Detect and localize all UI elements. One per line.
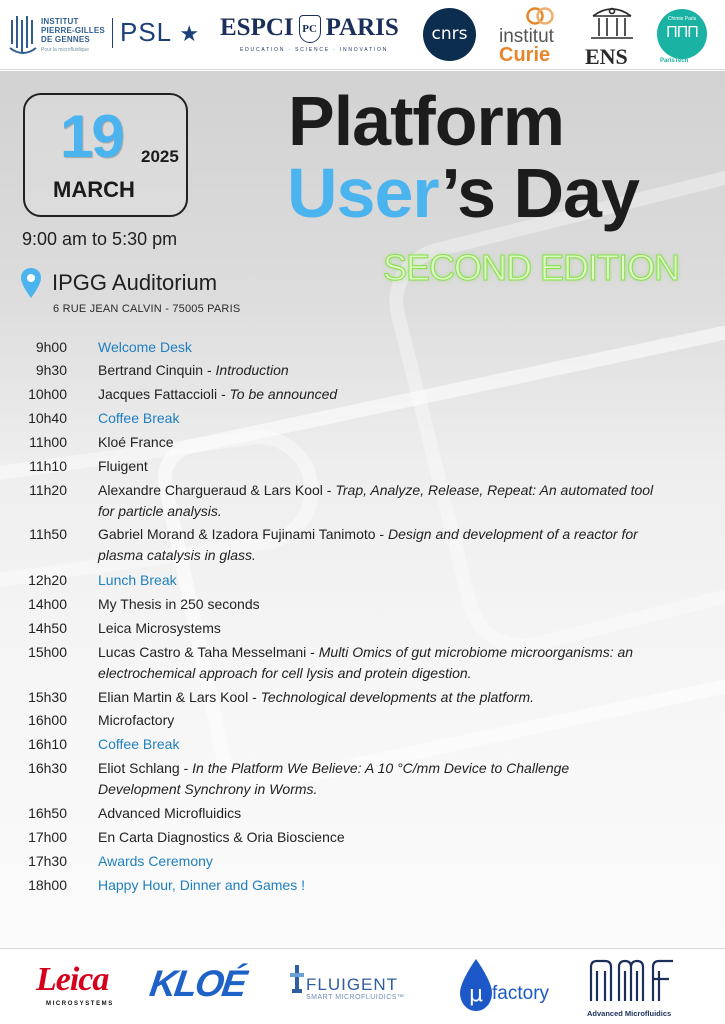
schedule-time: 17h30 [28, 853, 67, 869]
curie-name-text: Curie [499, 44, 551, 66]
schedule-talk-title: In the Platform We Believe: A 10 °C/mm Device to Challenge Development Synchrony in Worms. [98, 760, 570, 797]
schedule-time: 16h00 [28, 712, 67, 728]
event-day: 19 [60, 103, 123, 170]
kloe-logo: KLOÉ [147, 963, 248, 1004]
partner-logo-bar [0, 0, 725, 70]
schedule-speaker: Kloé France [98, 434, 174, 450]
chimie-paris-logo [657, 9, 707, 59]
schedule-separator: - [306, 644, 319, 660]
chimie-paristech-text: ParisTech [660, 58, 689, 64]
ipgg-emblem-icon [8, 14, 38, 56]
schedule-separator: - [248, 689, 261, 705]
ens-logo [583, 4, 639, 69]
title-accent-word: User [287, 154, 442, 232]
ipgg-name-line3: DE GENNES [41, 35, 90, 44]
schedule-time: 14h00 [28, 596, 67, 612]
schedule-talk-title: Multi Omics of gut microbiome microorganisms: an electrochemical approach for cell lysis and protein digestion. [98, 644, 634, 681]
ens-building-icon [589, 4, 635, 40]
curie-institut-text: institut [499, 26, 554, 47]
microfactory-logo [456, 957, 552, 1017]
schedule-time: 9h00 [35, 339, 67, 355]
fluigent-logo [290, 963, 420, 1009]
schedule-separator: - [322, 482, 336, 498]
edition-label: SECOND EDITION [383, 247, 680, 288]
sponsor-logo-bar [0, 948, 725, 1024]
leica-logo [36, 961, 131, 1013]
cnrs-logo: cnrs [423, 8, 476, 61]
title-rest: ’s Day [441, 154, 639, 232]
schedule-speaker: Elian Martin & Lars Kool [98, 689, 249, 705]
psl-text: PSL [120, 17, 172, 47]
event-title-line1: Platform [288, 82, 564, 160]
schedule-time: 16h10 [28, 736, 67, 752]
event-month: MARCH [53, 177, 135, 202]
espci-crest-icon: PC [299, 15, 321, 43]
paris-text: PARIS [325, 14, 399, 41]
schedule-time: 14h50 [28, 620, 67, 636]
schedule-time: 11h10 [29, 458, 67, 474]
schedule-time: 10h40 [28, 410, 67, 426]
fluigent-subtitle: SMART MICROFLUIDICS™ [306, 994, 405, 1001]
schedule-speaker: Fluigent [98, 458, 148, 474]
schedule-time: 16h50 [28, 805, 67, 821]
schedule-speaker: Leica Microsystems [98, 620, 221, 636]
schedule-time: 18h00 [28, 877, 67, 893]
schedule-time: 15h30 [28, 689, 67, 705]
schedule-time: 15h00 [28, 644, 67, 660]
schedule-time: 11h50 [29, 526, 67, 542]
schedule-speaker: Jacques Fattaccioli [98, 386, 218, 402]
schedule-time: 11h20 [29, 482, 67, 498]
schedule-talk-title: To be announced [229, 386, 338, 402]
schedule-speaker: En Carta Diagnostics & Oria Bioscience [98, 829, 345, 845]
schedule-speaker: My Thesis in 250 seconds [98, 596, 260, 612]
event-date-box [23, 93, 188, 217]
svg-text:μ: μ [469, 982, 483, 1007]
schedule-separator: - [179, 760, 193, 776]
amf-logo [585, 957, 695, 1019]
schedule-speaker: Alexandre Chargueraud & Lars Kool [98, 482, 323, 498]
location-pin-icon [20, 267, 42, 299]
schedule-speaker: Coffee Break [98, 410, 180, 426]
schedule-talk-title: Introduction [215, 362, 289, 378]
leica-subtitle: MICROSYSTEMS [46, 1001, 114, 1007]
ipgg-name-line1: INSTITUT [41, 17, 79, 26]
venue-name: IPGG Auditorium [52, 270, 218, 295]
schedule-speaker: Welcome Desk [98, 339, 192, 355]
amf-wordmark: Advanced Microfluidics [587, 1009, 672, 1018]
fluigent-wordmark: FLUIGENT [306, 975, 399, 994]
schedule-separator: - [375, 526, 388, 542]
schedule-separator: - [217, 386, 230, 402]
schedule-time: 16h30 [28, 760, 67, 776]
institut-curie-logo [497, 6, 563, 66]
schedule-speaker: Awards Ceremony [98, 853, 213, 869]
schedule-time: 17h00 [28, 829, 67, 845]
schedule-talk-title: Trap, Analyze, Release, Repeat: An automated tool for particle analysis. [98, 482, 654, 519]
schedule-time: 10h00 [28, 386, 67, 402]
schedule-speaker: Eliot Schlang [98, 760, 180, 776]
schedule-speaker: Lunch Break [98, 572, 177, 588]
schedule-time: 11h00 [29, 434, 67, 450]
ipgg-name-line2: PIERRE-GILLES [41, 26, 105, 35]
schedule-separator: - [203, 362, 216, 378]
schedule-speaker: Gabriel Morand & Izadora Fujinami Tanimoto [98, 526, 376, 542]
schedule-speaker: Coffee Break [98, 736, 180, 752]
ipgg-logo [8, 10, 108, 60]
curie-rings-icon [524, 6, 556, 26]
event-year: 2025 [141, 147, 179, 166]
fluigent-mark-icon [290, 963, 304, 997]
espci-tagline: EDUCATION · SCIENCE · INNOVATION [240, 47, 389, 53]
schedule-speaker: Advanced Microfluidics [98, 805, 242, 821]
microfactory-wordmark: factory [492, 983, 550, 1004]
chimie-top-text: Chimie Paris [667, 16, 697, 22]
star-icon: ★ [179, 21, 201, 46]
amf-monogram-icon [585, 957, 679, 1005]
psl-logo [120, 17, 200, 48]
leica-wordmark: Leica [36, 961, 109, 998]
schedule-speaker: Bertrand Cinquin [98, 362, 204, 378]
logo-divider [112, 18, 113, 48]
ens-text: ENS [585, 44, 628, 69]
ipgg-subtitle: Pour la microfluidique [41, 47, 90, 53]
espci-paris-logo [220, 14, 410, 58]
event-time-range: 9:00 am to 5:30 pm [22, 229, 178, 249]
schedule-talk-title: Design and development of a reactor for plasma catalysis in glass. [98, 526, 638, 563]
espci-text: ESPCI [220, 14, 294, 41]
venue-address: 6 RUE JEAN CALVIN - 75005 PARIS [53, 303, 241, 315]
schedule-time: 9h30 [35, 362, 67, 378]
droplet-icon [456, 957, 496, 1013]
schedule-time: 12h20 [28, 572, 67, 588]
schedule-talk-title: Technological developments at the platform. [260, 689, 535, 705]
schedule-speaker: Happy Hour, Dinner and Games ! [98, 877, 305, 893]
event-title-line2 [287, 154, 639, 232]
schedule-speaker: Lucas Castro & Taha Messelmani [98, 644, 307, 660]
chimie-arches-icon: ΠΠΠ [666, 24, 698, 41]
schedule-speaker: Microfactory [98, 712, 175, 728]
